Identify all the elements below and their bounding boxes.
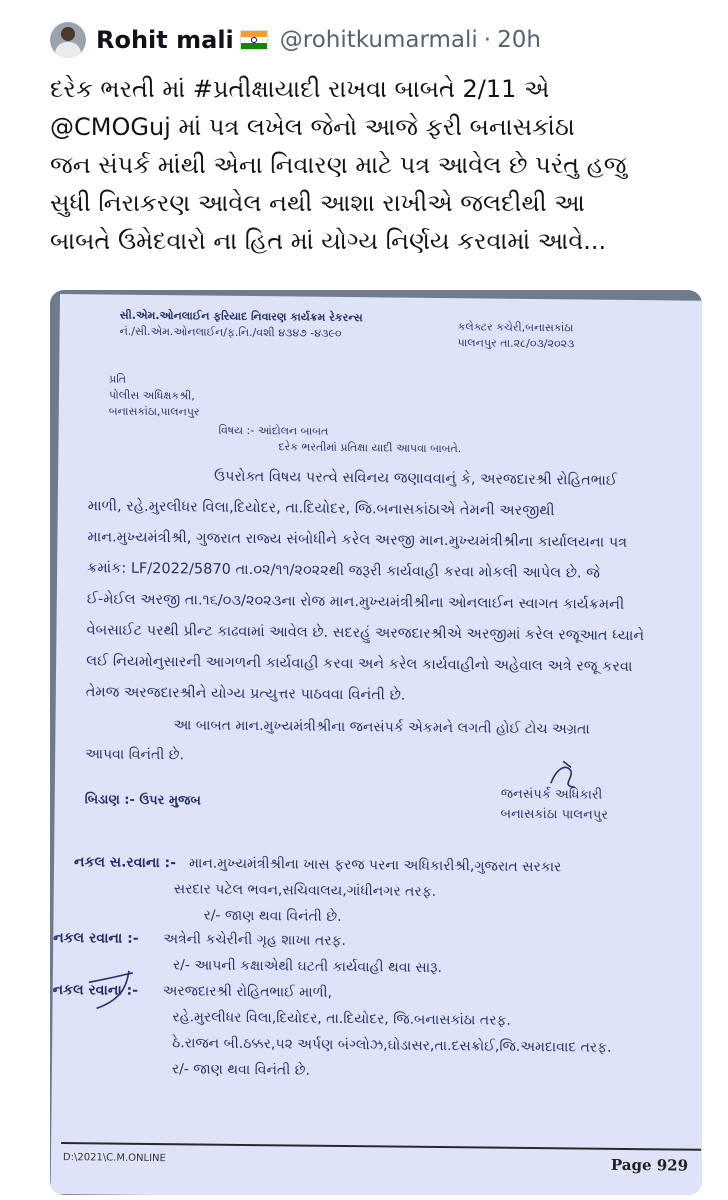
copy2-line: અત્રેની કચેરીની ગૃહ શાખા તરફ. <box>163 931 347 950</box>
letter-enclosure: બિડાણ :- ઉપર મુજબ <box>84 792 201 809</box>
letter-body <box>86 460 702 714</box>
separator-dot: · <box>483 27 492 53</box>
tweet-timestamp[interactable]: 20h <box>497 27 541 53</box>
user-handle[interactable]: @rohitkumarmali <box>279 27 478 53</box>
footer-path: D:\2021\C.M.ONLINE <box>62 1152 166 1165</box>
copy2-label: નકલ રવાના :- <box>53 929 139 947</box>
tweet-header <box>50 18 541 62</box>
letter-body-line: માળી, રહે.મુરલીધર વિલા,દિયોદર, તા.દિયોદર, જિ.બનાસકાંઠાએ તેમની અરજીથી <box>87 498 555 520</box>
letter-body-line: ક્રમાંક: LF/2022/5870 તા.૦૨/૧૧/૨૦૨૨થી જરૂરી કાર્યવાહી કરવા મોકલી આપેલ છે. જે <box>87 560 600 582</box>
letter-body-line: ઈ-મેઈલ અરજી તા.૧૬/૦૩/૨૦૨૩ના રોજ માન.મુખ્યમંત્રીશ્રીના ઓનલાઈન સ્વાગત કાર્યક્રમની <box>86 591 625 613</box>
letter-document <box>51 294 702 1195</box>
page-number: Page 929 <box>610 1155 689 1175</box>
signatory-title: જનસંપર્ક અધિકારી <box>500 786 603 803</box>
copy3-line: ર/- જાણ થવા વિનંતી છે. <box>171 1061 311 1079</box>
copy3-label: નકલ રવાના :- <box>52 981 139 999</box>
signatory-place: બનાસકાંઠા પાલનપુર <box>500 806 609 823</box>
letter-date: પાલનપુર તા.૨૮/૦૩/૨૦૨૩ <box>457 336 575 351</box>
avatar[interactable] <box>50 22 86 58</box>
letter-reference-title: સી.એમ.ઓનલાઈન ફરિયાદ નિવારણ કાર્યક્રમ રેકરન્સ <box>119 308 363 325</box>
letter-body-line: લઈ નિયમોનુસારની આગળની કાર્યવાહી કરવા અને કરેલ કાર્યવાહીનો અહેવાલ અત્રે રજૂ કરવા <box>86 653 633 676</box>
copy1-line: સરદાર પટેલ ભવન,સચિવાલય,ગાંધીનગર તરફ. <box>173 881 437 900</box>
copy3-line: ઠે.રાજન બી.ઠક્કર,૫૨ અર્પણ બંગ્લોઝ,ઘોડાસર,તા.દસક્રોઈ,જિ.અમદાવાદ તરફ. <box>172 1035 612 1056</box>
letter-body-line: તેમજ અરજદારશ્રીને યોગ્ય પ્રત્યુત્તર પાઠવવા વિનંતી છે. <box>85 684 406 704</box>
tweet-text-line: બાબતે ઉમેદવારો ના હિત માં યોગ્ય નિર્ણય કરવામાં આવે... <box>50 227 607 255</box>
tweet-text-line: @CMOGuj માં પત્ર લખેલ જેનો આજે ફરી બનાસકાંઠા <box>50 113 575 141</box>
copy1-line: ર/- જાણ થવા વિનંતી છે. <box>203 907 342 925</box>
copy3-line: રહે.મુરલીધર વિલા,દિયોદર, તા.દિયોદર, જિ.બનાસકાંઠા તરફ. <box>172 1009 511 1029</box>
copy1-line: માન.મુખ્યમંત્રીશ્રીના ખાસ ફરજ પરના અધિકારીશ્રી,ગુજરાત સરકાર <box>188 855 562 876</box>
letter-para2-end: આપવા વિનંતી છે. <box>85 746 185 764</box>
footer-rule <box>61 1142 701 1151</box>
copy3-line: અરજદારશ્રી રોહિતભાઈ માળી, <box>162 983 333 1001</box>
tweet-text <box>50 70 710 260</box>
letter-body-line: માન.મુખ્યમંત્રીશ્રી, ગુજરાત રાજ્ય સંબોધીને કરેલ અરજી માન.મુખ્યમંત્રીશ્રીના કાર્યાલયના પત્ર <box>87 529 628 551</box>
copy2-line: ર/- આપની કક્ષાએથી ઘટતી કાર્યવાહી થવા સારૂ. <box>172 957 443 977</box>
tweet-photo[interactable] <box>50 290 702 1195</box>
letter-subject-detail: દરેક ભરતીમાં પ્રતિક્ષા યાદી આપવા બાબતે. <box>278 440 462 456</box>
letter-office: કલેક્ટર કચેરી,બનાસકાંઠા <box>457 320 574 335</box>
tweet-text-line: જન સંપર્ક માંથી એના નિવારણ માટે પત્ર આવેલ છે પરંતુ હજુ <box>50 151 627 179</box>
letter-body-line: વેબસાઈટ પરથી પ્રીન્ટ કાઢવામાં આવેલ છે. સદરહું અરજદારશ્રીએ અરજીમાં કરેલ રજૂઆત ધ્યાને <box>86 622 645 645</box>
letter-para2: આ બાબત માન.મુખ્યમંત્રીશ્રીના જનસંપર્ક એકમને લગતી હોઈ ટોચ અગ્રતા <box>173 717 590 738</box>
letter-reference-number: નં./સી.એમ.ઓનલાઈન/ફ.નિ./વશી ૪૩૪૭ -૪૩૯૦ <box>119 324 342 340</box>
letter-recipient-place: બનાસકાંઠા,પાલનપુર <box>108 404 200 419</box>
letter-recipient: પોલીસ અધિક્ષકશ્રી, <box>108 388 195 403</box>
india-flag-icon <box>240 30 268 50</box>
display-name[interactable]: Rohit mali <box>96 26 234 54</box>
tweet-text-line: સુધી નિરાકરણ આવેલ નથી આશા રાખીએ જલદીથી આ <box>50 189 585 217</box>
tweet-text-line: દરેક ભરતી માં #પ્રતીક્ષાયાદી રાખવા બાબતે 2/11 એ <box>50 75 550 103</box>
letter-body-line: ઉપરોક્ત વિષય પરત્વે સવિનય જણાવવાનું કે, અરજદારશ્રી રોહિતભાઈ <box>214 468 618 489</box>
letter-to-label: પ્રતિ <box>109 372 127 386</box>
copy1-label: નકલ સ.રવાના :- <box>73 854 177 872</box>
letter-subject: વિષય :- આંદોલન બાબત <box>218 423 329 438</box>
